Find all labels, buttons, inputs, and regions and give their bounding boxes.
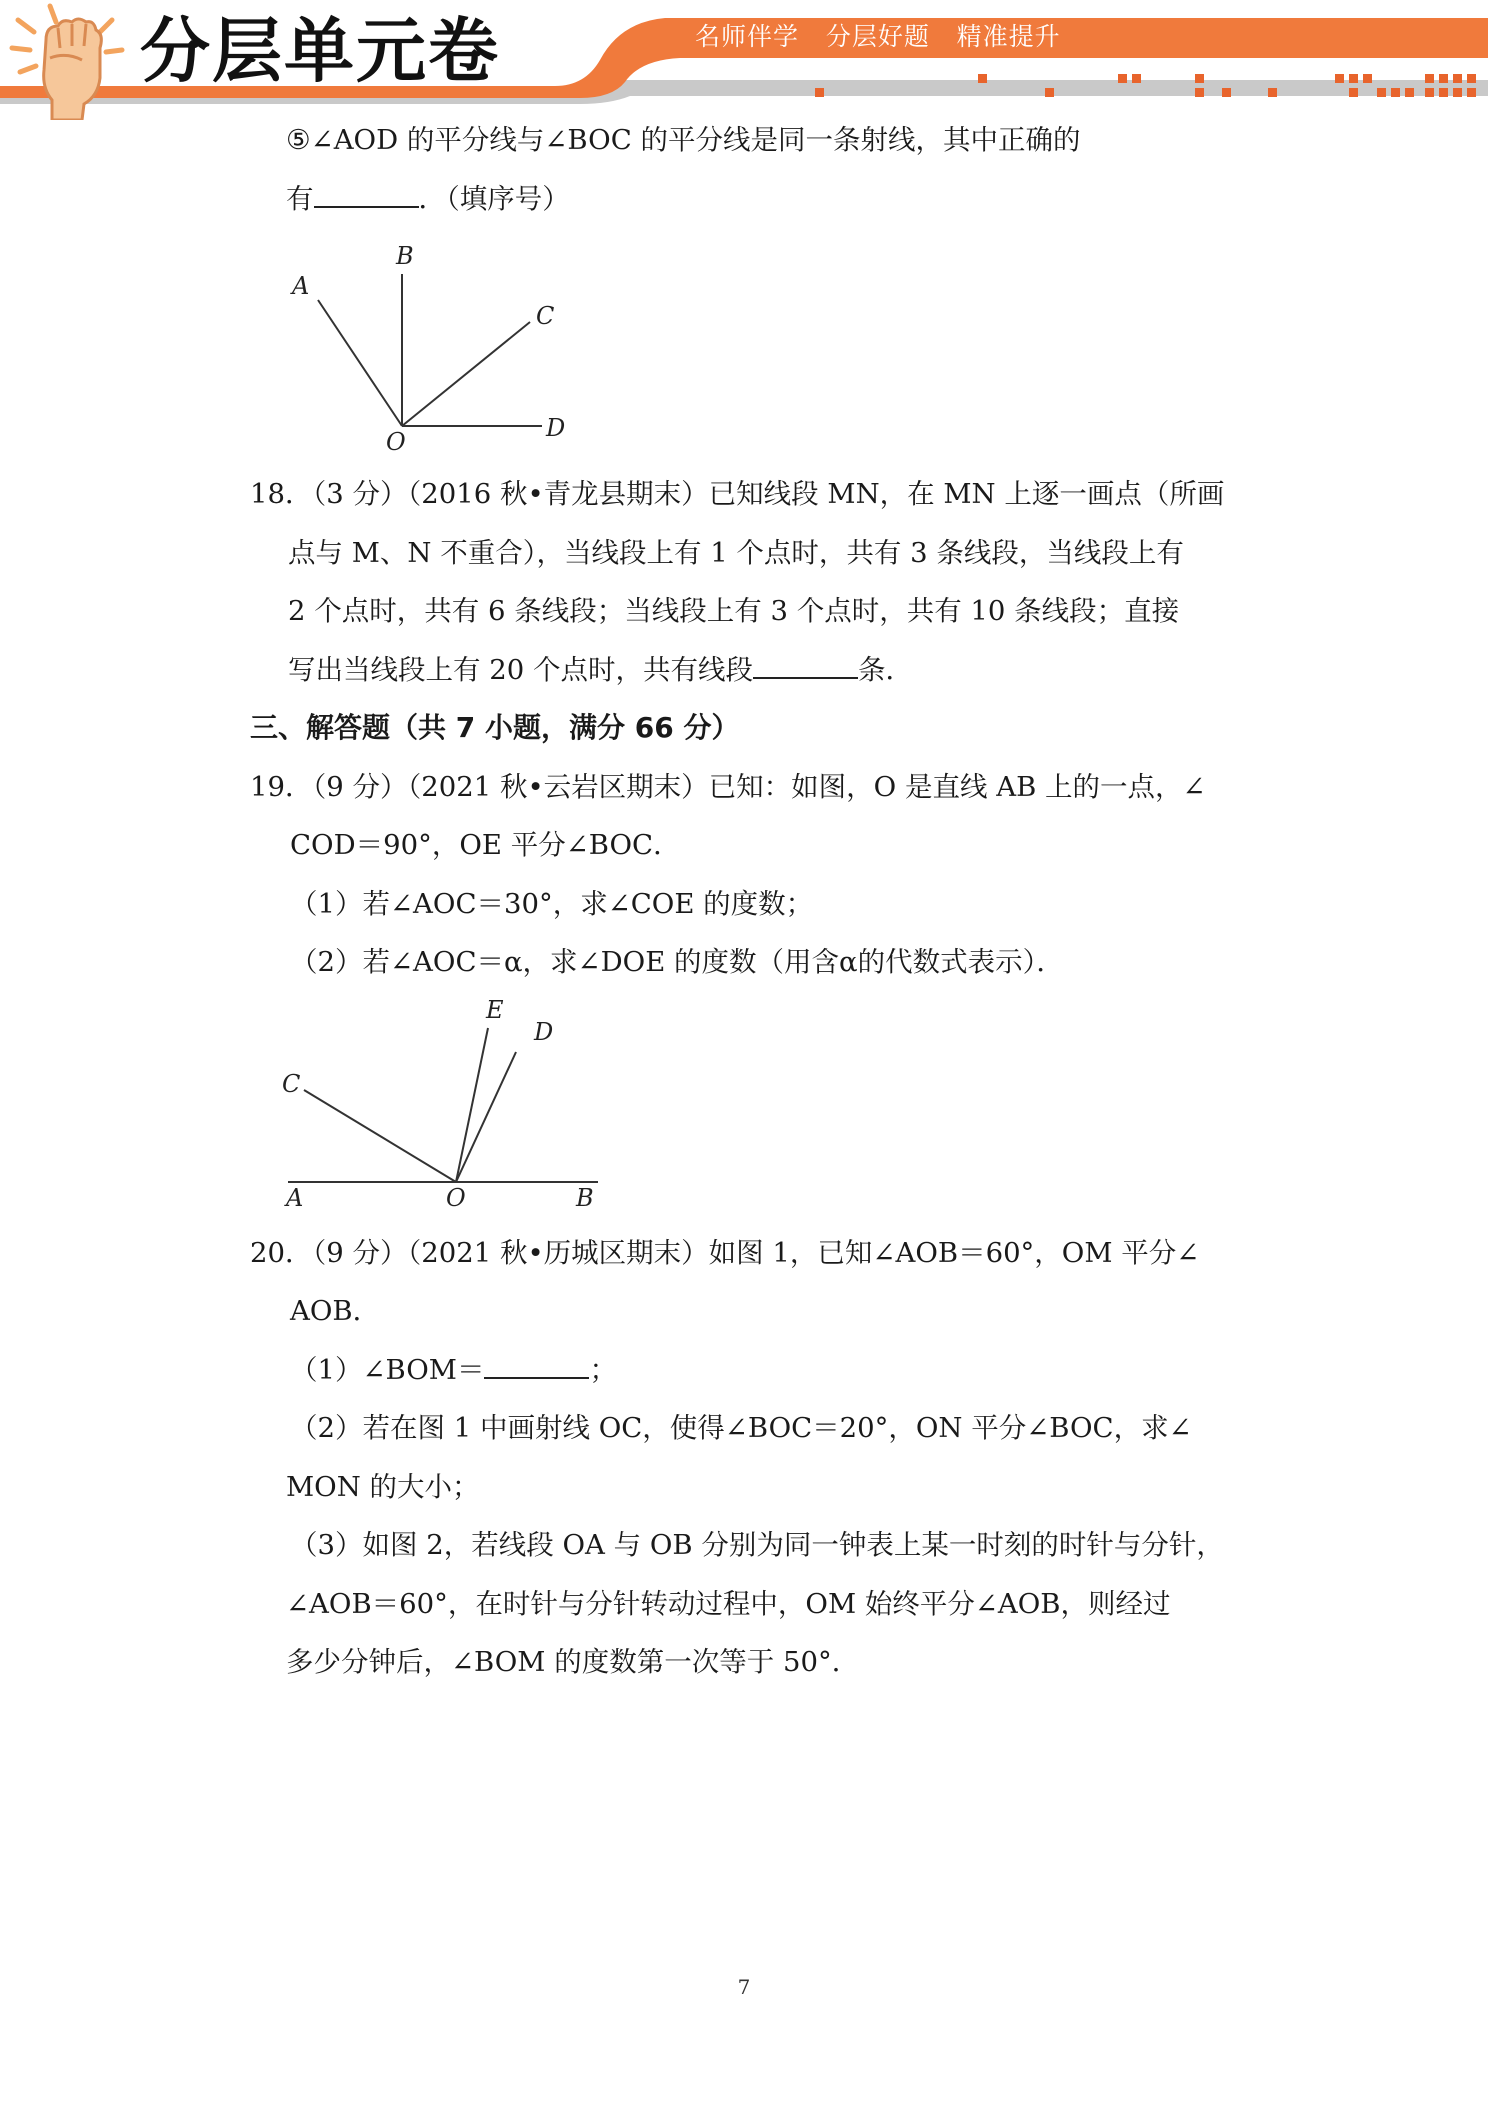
q19-line-2: COD＝90°，OE 平分∠BOC．	[290, 829, 681, 861]
q17-answer-line	[286, 179, 570, 219]
answer-blank[interactable]	[484, 1351, 589, 1379]
label-b: B	[576, 1184, 594, 1212]
label-a: A	[286, 1184, 304, 1212]
q20-part-3-cont-1: ∠AOB＝60°，在时针与分针转动过程中，OM 始终平分∠AOB，则经过	[286, 1588, 1171, 1620]
q19-figure	[280, 992, 610, 1212]
page-header	[0, 0, 1488, 120]
q20-part1-suffix: ；	[589, 1354, 617, 1386]
q20-part-3: （3）如图 2，若线段 OA 与 OB 分别为同一钟表上某一时刻的时针与分针，	[290, 1529, 1224, 1561]
q17-statement-5	[286, 120, 1080, 160]
q18-line-4	[288, 650, 913, 690]
q18-line4-suffix: 条．	[857, 654, 913, 686]
ray-oe	[456, 1028, 488, 1182]
label-a: A	[292, 272, 310, 300]
q17-line2-suffix: ．（填序号）	[418, 183, 570, 215]
q17-figure	[280, 238, 580, 458]
q20-line-1: 20．（9 分）（2021 秋•历城区期末）如图 1，已知∠AOB＝60°，OM 平分∠	[250, 1237, 1200, 1269]
answer-blank[interactable]	[753, 651, 858, 679]
q17-rays	[318, 274, 542, 426]
header-title: 分层单元卷	[140, 10, 500, 92]
label-o: O	[386, 428, 406, 456]
q18-line-3: 2 个点时，共有 6 条线段；当线段上有 3 个点时，共有 10 条线段；直接	[288, 595, 1180, 627]
ray-od	[456, 1052, 516, 1182]
label-d: D	[546, 414, 566, 442]
q20-line-2: AOB．	[290, 1295, 381, 1327]
q18-line-2: 点与 M、N 不重合），当线段上有 1 个点时，共有 3 条线段，当线段上有	[288, 537, 1184, 569]
q17-line2-prefix: 有	[286, 183, 314, 215]
ray-oc	[304, 1090, 456, 1182]
ray-oc	[402, 322, 530, 426]
label-o: O	[446, 1184, 466, 1212]
answer-blank[interactable]	[314, 180, 419, 208]
circled-five-marker: ⑤	[286, 124, 311, 156]
q19-part-2: （2）若∠AOC＝α，求∠DOE 的度数（用含α的代数式表示）．	[290, 946, 1064, 978]
label-c: C	[282, 1070, 301, 1098]
q20-part-3-cont-2: 多少分钟后，∠BOM 的度数第一次等于 50°．	[286, 1646, 860, 1678]
ray-oa	[318, 300, 402, 426]
header-slogan: 名师伴学 分层好题 精准提升	[695, 22, 1061, 51]
q17-line1-text: ∠AOD 的平分线与∠BOC 的平分线是同一条射线，其中正确的	[310, 124, 1081, 156]
label-c: C	[536, 302, 555, 330]
q19-part-1: （1）若∠AOC＝30°，求∠COE 的度数；	[290, 888, 814, 920]
label-b: B	[396, 242, 414, 270]
q20-part1-prefix: （1）∠BOM＝	[290, 1354, 485, 1386]
q18-line-1: 18．（3 分）（2016 秋•青龙县期末）已知线段 MN，在 MN 上逐一画点（所画	[250, 478, 1225, 510]
q18-line4-prefix: 写出当线段上有 20 个点时，共有线段	[288, 654, 753, 686]
q20-part-2: （2）若在图 1 中画射线 OC，使得∠BOC＝20°，ON 平分∠BOC，求∠	[290, 1412, 1192, 1444]
q19-line-1: 19．（9 分）（2021 秋•云岩区期末）已知：如图，O 是直线 AB 上的一点，∠	[250, 771, 1206, 803]
q20-part-1	[290, 1350, 617, 1390]
q20-part-2-cont: MON 的大小；	[286, 1471, 480, 1503]
q19-lines	[288, 1028, 598, 1182]
page-number: 7	[737, 1975, 751, 1999]
section-heading: 三、解答题（共 7 小题，满分 66 分）	[250, 711, 740, 744]
label-e: E	[486, 996, 504, 1024]
label-d: D	[534, 1018, 554, 1046]
